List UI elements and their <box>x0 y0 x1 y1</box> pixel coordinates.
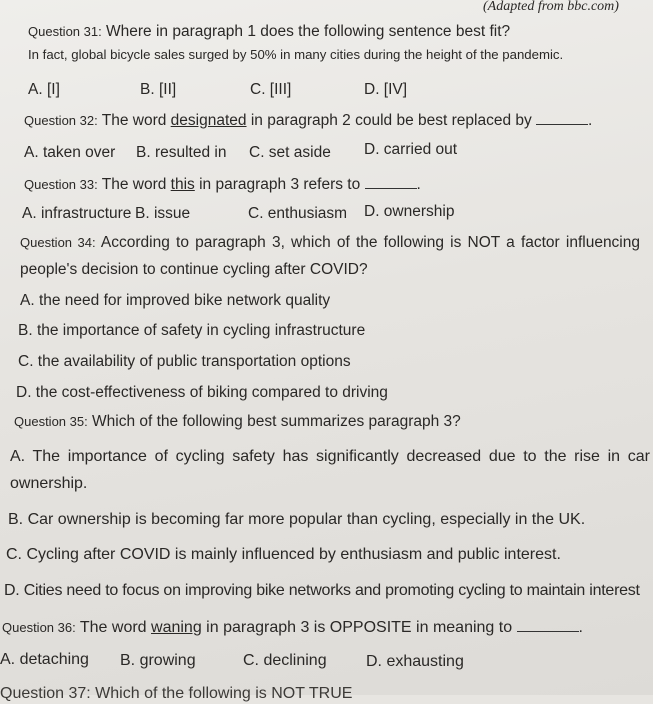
underlined-word-this: this <box>170 176 195 193</box>
q35-option-b[interactable]: B. Car ownership is becoming far more popular than cycling, especially in the UK. <box>8 511 586 528</box>
question-33: Question 33: The word this in paragraph 3 refers to . <box>24 176 421 193</box>
q32-option-c[interactable]: C. set aside <box>249 144 331 161</box>
question-32-label: Question 32: <box>24 113 98 128</box>
source-citation: (Adapted from bbc.com) <box>483 0 619 14</box>
q34-option-c[interactable]: C. the availability of public transportation options <box>18 353 351 370</box>
q31-option-a[interactable]: A. [I] <box>28 81 60 98</box>
answer-blank <box>536 110 588 125</box>
q32-option-d[interactable]: D. carried out <box>364 141 458 158</box>
q36-option-b[interactable]: B. growing <box>120 652 196 669</box>
question-35-text: Which of the following best summarizes paragraph 3? <box>87 413 461 430</box>
question-36-label: Question 36: <box>2 620 76 635</box>
q35-option-a[interactable]: A. The importance of cycling safety has significantly decreased due to the rise in car ownership. <box>10 448 650 492</box>
q33-option-a[interactable]: A. infrastructure <box>22 205 132 222</box>
q32-option-a[interactable]: A. taken over <box>24 144 116 161</box>
question-34 <box>20 229 640 283</box>
q33-option-b[interactable]: B. issue <box>135 205 191 222</box>
question-31-sentence: In fact, global bicycle sales surged by 50% in many cities during the height of the pandemic. <box>28 47 564 62</box>
q33-option-d[interactable]: D. ownership <box>364 203 455 220</box>
question-31-label: Question 31: <box>28 24 102 39</box>
q34-option-a[interactable]: A. the need for improved bike network quality <box>20 292 331 309</box>
q35-option-d[interactable]: D. Cities need to focus on improving bike networks and promoting cycling to maintain interest <box>4 582 640 599</box>
question-36: Question 36: The word waning in paragraph 3 is OPPOSITE in meaning to . <box>2 619 583 636</box>
underlined-word-designated: designated <box>170 112 247 129</box>
q34-option-b[interactable]: B. the importance of safety in cycling infrastructure <box>18 322 366 339</box>
q31-option-b[interactable]: B. [II] <box>140 81 177 98</box>
q34-option-d[interactable]: D. the cost-effectiveness of biking compared to driving <box>16 384 388 401</box>
question-32: Question 32: The word designated in paragraph 2 could be best replaced by . <box>24 112 593 129</box>
question-35 <box>14 412 461 432</box>
underlined-word-waning: waning <box>151 619 202 636</box>
q33-option-c[interactable]: C. enthusiasm <box>248 205 348 222</box>
q36-option-d[interactable]: D. exhausting <box>366 653 464 670</box>
question-34-label: Question 34: <box>20 235 96 250</box>
question-34-text: According to paragraph 3, which of the following is NOT a factor influencing people's decision to continue cycling after COVID? <box>20 234 640 278</box>
q35-option-c[interactable]: C. Cycling after COVID is mainly influenced by enthusiasm and public interest. <box>6 546 561 563</box>
q31-option-c[interactable]: C. [III] <box>250 81 292 98</box>
q36-option-a[interactable]: A. detaching <box>0 651 89 668</box>
question-37-partial: Question 37: Which of the following is NOT TRUE <box>0 685 353 702</box>
question-35-label: Question 35: <box>14 414 88 429</box>
question-33-label: Question 33: <box>24 177 98 192</box>
question-31-text: Where in paragraph 1 does the following sentence best fit? <box>101 23 511 40</box>
q36-option-c[interactable]: C. declining <box>243 652 327 669</box>
answer-blank <box>517 617 579 632</box>
question-31 <box>28 22 510 42</box>
q32-option-b[interactable]: B. resulted in <box>136 144 227 161</box>
q31-option-d[interactable]: D. [IV] <box>364 81 408 98</box>
answer-blank <box>365 174 417 189</box>
